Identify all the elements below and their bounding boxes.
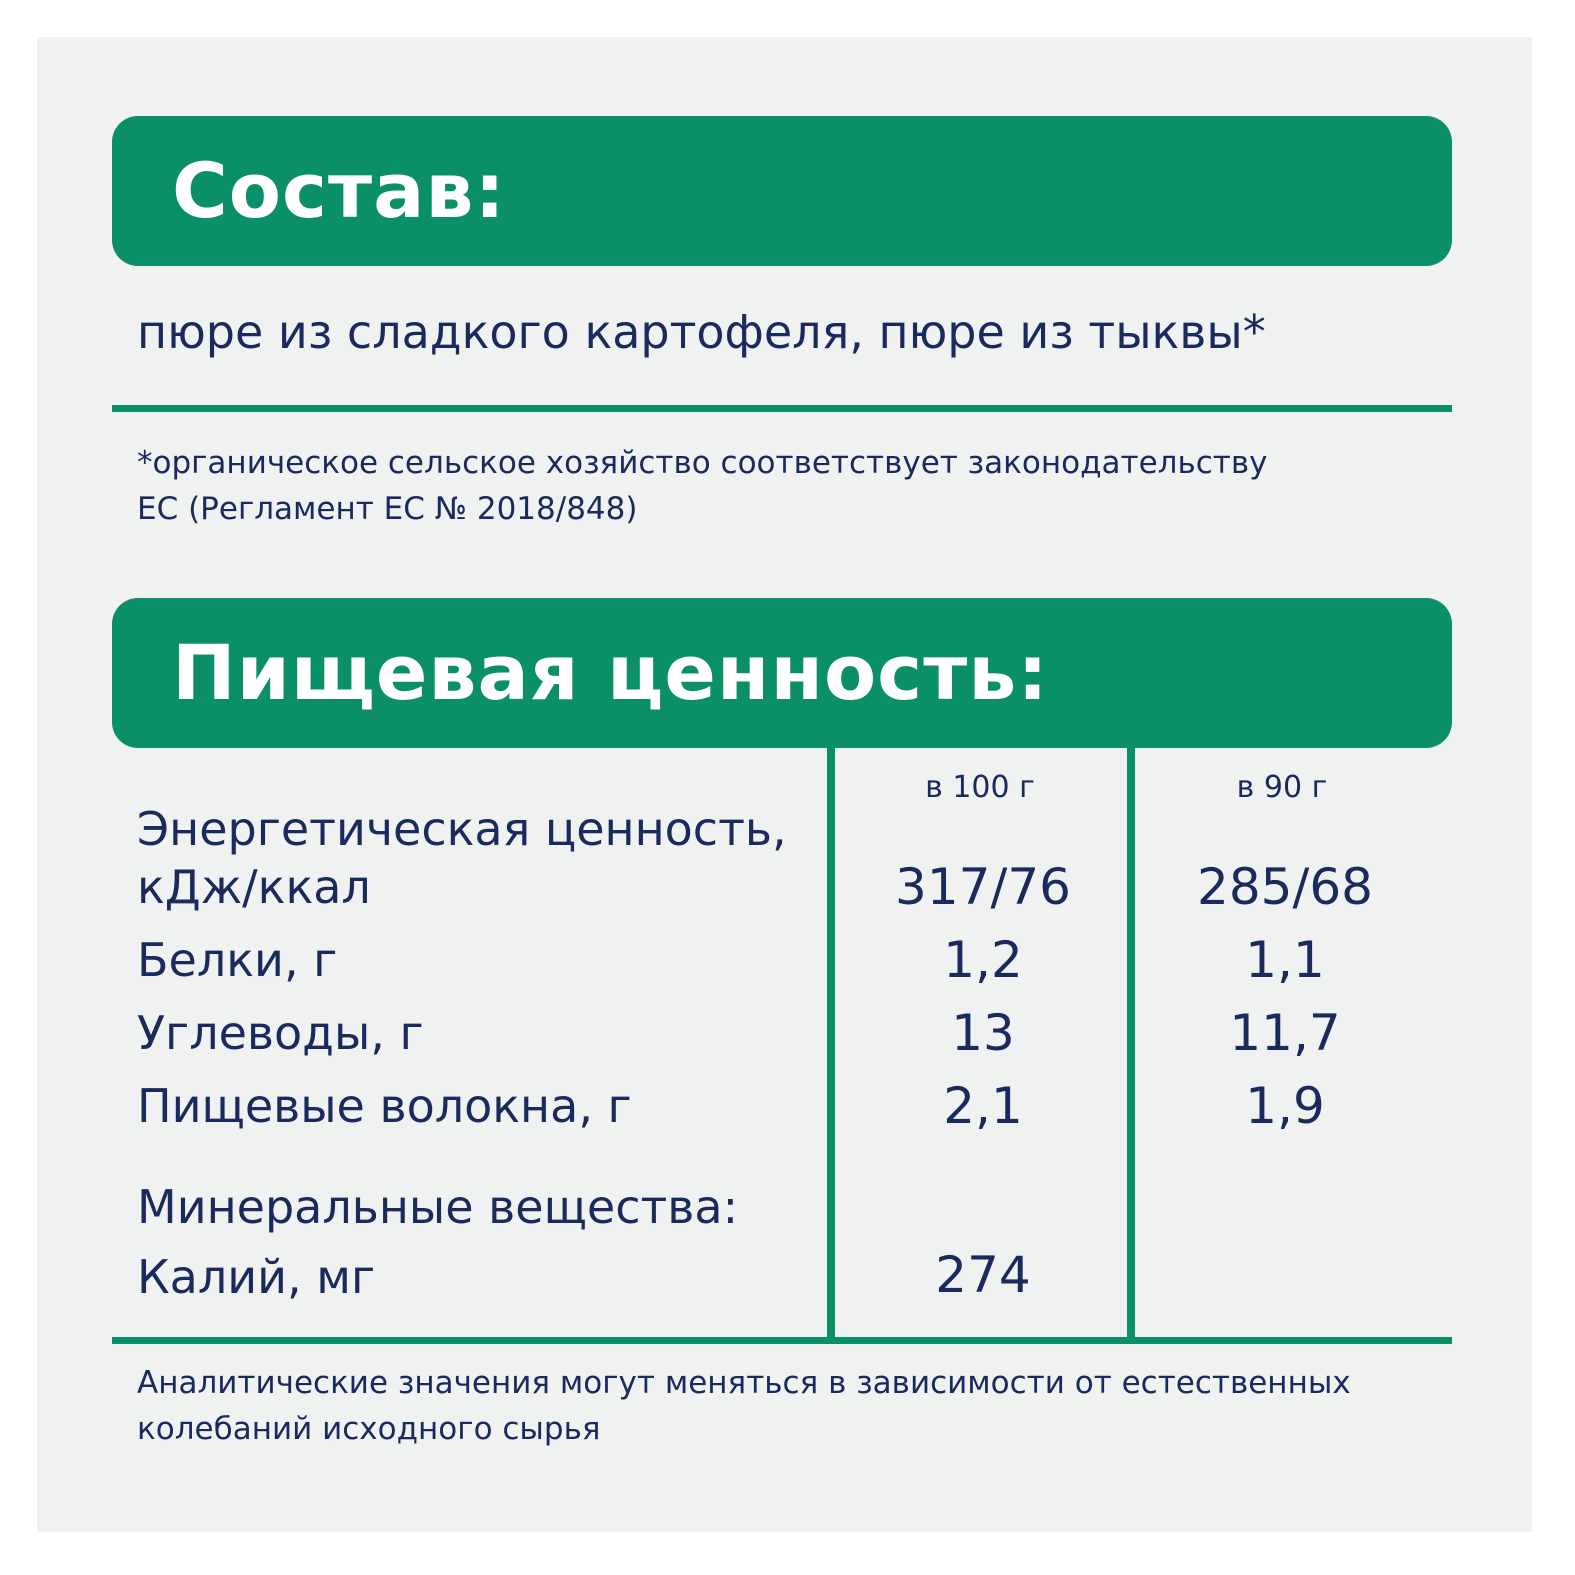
protein-per-100g: 1,2	[943, 931, 1023, 989]
energy-per-90g: 285/68	[1197, 858, 1373, 916]
carbs-label: Углеводы, г	[137, 1006, 424, 1060]
column-divider	[1127, 747, 1135, 1343]
disclaimer-line-1: Аналитические значения могут меняться в зависимости от естественных	[137, 1365, 1351, 1401]
carbs-per-100g: 13	[951, 1004, 1015, 1062]
column-divider	[827, 747, 835, 1343]
energy-label-line-2: кДж/ккал	[137, 860, 371, 914]
disclaimer-line-2: колебаний исходного сырья	[137, 1411, 601, 1447]
column-header-per-100g: в 100 г	[925, 770, 1035, 805]
energy-per-100g: 317/76	[895, 858, 1071, 916]
organic-footnote	[137, 440, 1267, 532]
fiber-per-90g: 1,9	[1245, 1077, 1325, 1135]
nutrition-header	[112, 598, 1452, 748]
protein-per-90g: 1,1	[1245, 931, 1325, 989]
potassium-per-100g: 274	[935, 1246, 1031, 1304]
protein-label: Белки, г	[137, 933, 338, 987]
column-header-per-90g: в 90 г	[1236, 770, 1328, 805]
minerals-heading: Минеральные вещества:	[137, 1180, 739, 1234]
composition-title: Состав:	[172, 146, 506, 235]
nutrition-title: Пищевая ценность:	[172, 628, 1049, 717]
energy-label-line-1: Энергетическая ценность,	[137, 802, 787, 856]
potassium-label: Калий, мг	[137, 1250, 376, 1304]
composition-header	[112, 116, 1452, 266]
ingredients-text: пюре из сладкого картофеля, пюре из тыквы*	[137, 305, 1266, 359]
footnote-line-2: ЕС (Регламент ЕС № 2018/848)	[137, 491, 638, 527]
fiber-label: Пищевые волокна, г	[137, 1079, 632, 1133]
footnote-line-1: *органическое сельское хозяйство соответствует законодательству	[137, 445, 1268, 481]
composition-divider	[112, 405, 1452, 412]
fiber-per-100g: 2,1	[943, 1077, 1023, 1135]
carbs-per-90g: 11,7	[1229, 1004, 1341, 1062]
analytic-disclaimer	[137, 1360, 1351, 1452]
nutrition-table-bottom-rule	[112, 1337, 1452, 1344]
